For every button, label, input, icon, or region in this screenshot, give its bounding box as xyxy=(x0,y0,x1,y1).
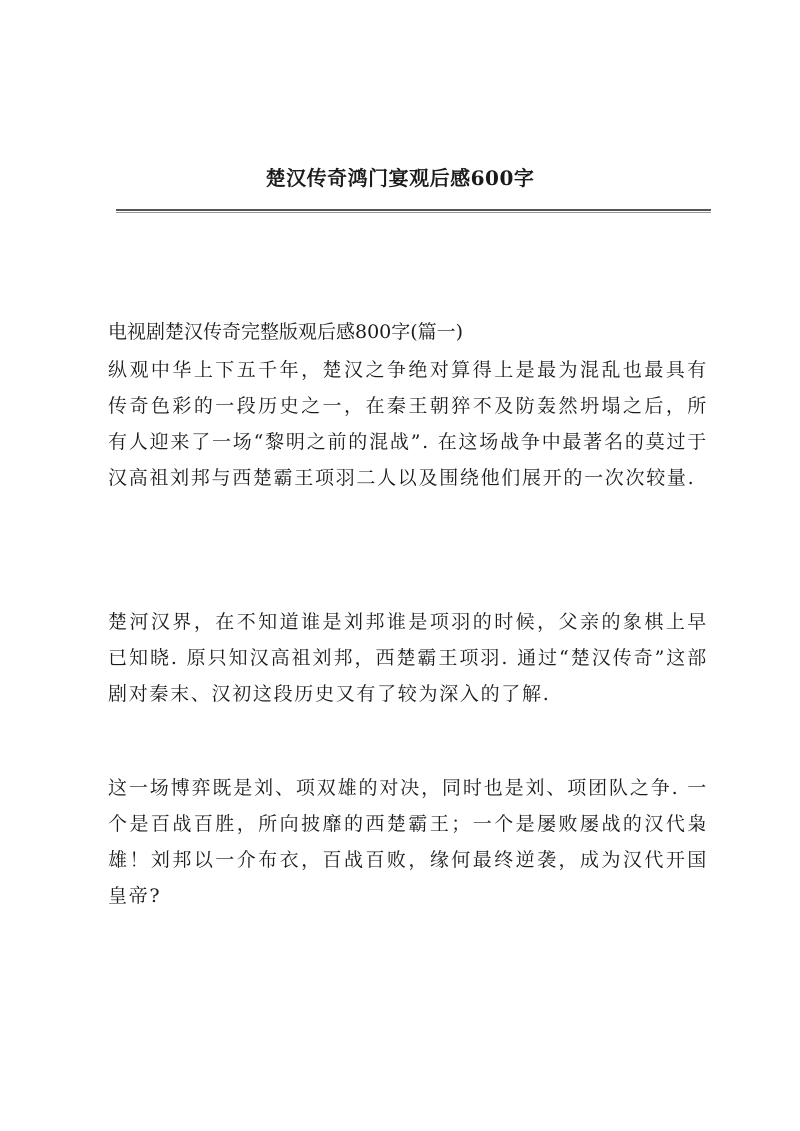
document-title: 楚汉传奇鸿门宴观后感600字 xyxy=(265,166,535,190)
section-heading: 电视剧楚汉传奇完整版观后感800字(篇一) xyxy=(108,321,464,343)
paragraph-1: 纵观中华上下五千年，楚汉之争绝对算得上是最为混乱也最具有传奇色彩的一段历史之一，在秦王朝猝不及防轰然坍塌之后，所有人迎来了一场“黎明之前的混战”. 在这场战争中最著名的莫过于汉高祖刘邦与西楚霸王项羽二人以及围绕他们展开的一次次较量. xyxy=(108,359,708,489)
paragraph-3: 这一场博弈既是刘、项双雄的对决，同时也是刘、项团队之争. 一个是百战百胜，所向披靡的西楚霸王；一个是屡败屡战的汉代枭雄！刘邦以一介布衣，百战百败，缘何最终逆袭，成为汉代开国皇帝? xyxy=(108,777,708,907)
paragraph-2: 楚河汉界，在不知道谁是刘邦谁是项羽的时候，父亲的象棋上早已知晓. 原只知汉高祖刘邦，西楚霸王项羽. 通过“楚汉传奇”这部剧对秦末、汉初这段历史又有了较为深入的了解. xyxy=(108,611,708,705)
title-divider xyxy=(116,209,711,213)
